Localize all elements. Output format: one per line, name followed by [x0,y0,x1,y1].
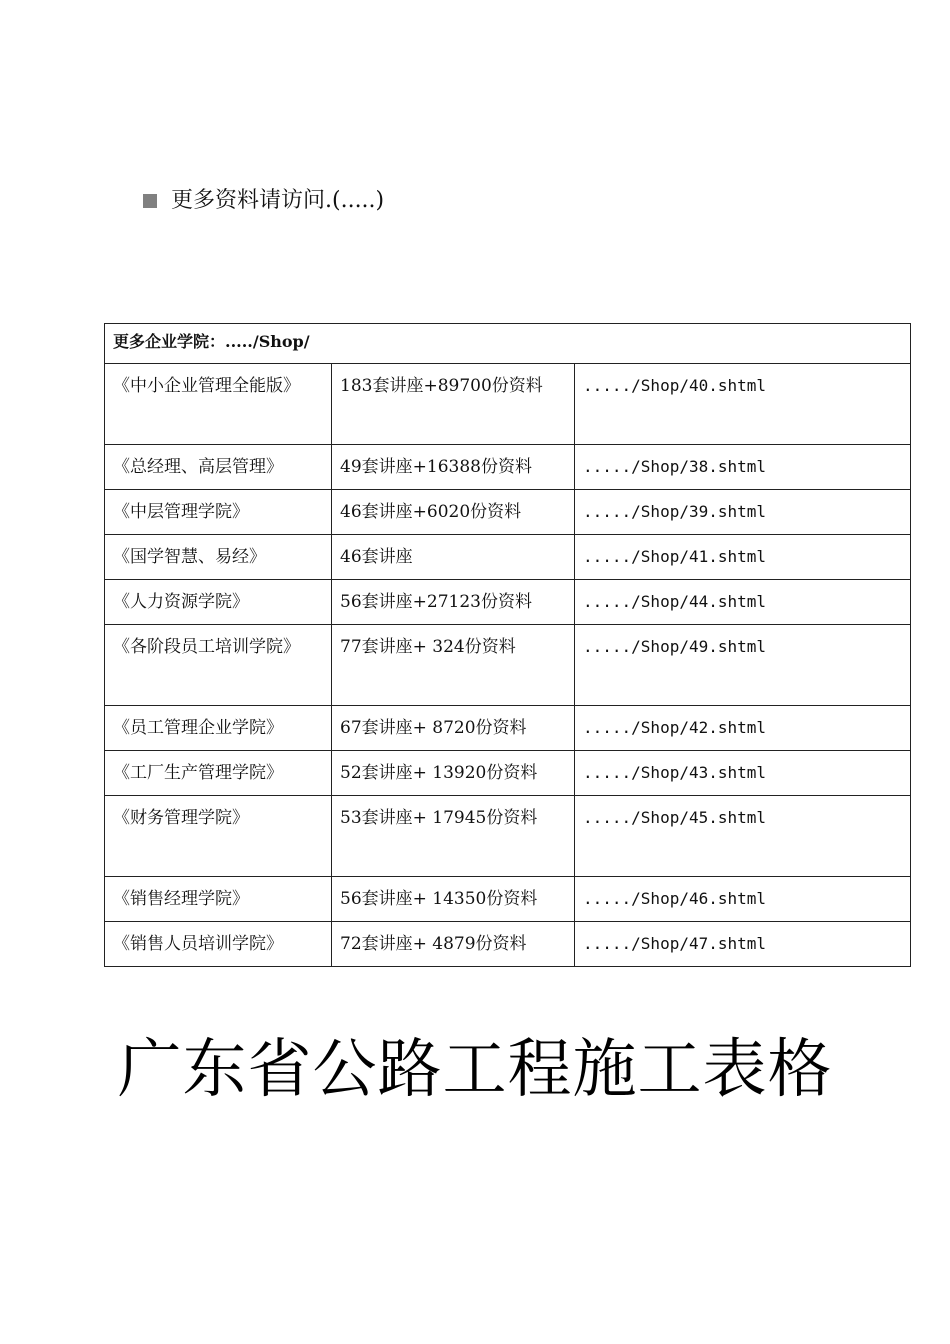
table-row [105,877,911,922]
intro-text: 更多资料请访问.(.....) [171,188,385,213]
course-count: 77套讲座+ 324份资料 [332,625,575,706]
course-url[interactable]: ...../Shop/42.shtml [575,706,911,751]
course-name: 《中层管理学院》 [105,490,332,535]
table-row [105,625,911,706]
course-name: 《销售经理学院》 [105,877,332,922]
course-url[interactable]: ...../Shop/41.shtml [575,535,911,580]
course-name: 《工厂生产管理学院》 [105,751,332,796]
course-name: 《销售人员培训学院》 [105,922,332,967]
course-count: 183套讲座+89700份资料 [332,364,575,445]
table-row [105,922,911,967]
course-name: 《财务管理学院》 [105,796,332,877]
table-row [105,364,911,445]
course-url[interactable]: ...../Shop/38.shtml [575,445,911,490]
course-name: 《员工管理企业学院》 [105,706,332,751]
table-row [105,796,911,877]
course-count: 67套讲座+ 8720份资料 [332,706,575,751]
document-title: 广东省公路工程施工表格 [117,1033,833,1107]
course-count: 56套讲座+ 14350份资料 [332,877,575,922]
table-row [105,490,911,535]
course-count: 53套讲座+ 17945份资料 [332,796,575,877]
course-url[interactable]: ...../Shop/49.shtml [575,625,911,706]
table-header: 更多企业学院：...../Shop/ [105,324,911,364]
course-count: 46套讲座 [332,535,575,580]
course-url[interactable]: ...../Shop/47.shtml [575,922,911,967]
table-row [105,445,911,490]
course-name: 《国学智慧、易经》 [105,535,332,580]
table-row [105,706,911,751]
course-count: 49套讲座+16388份资料 [332,445,575,490]
course-url[interactable]: ...../Shop/44.shtml [575,580,911,625]
course-count: 72套讲座+ 4879份资料 [332,922,575,967]
course-url[interactable]: ...../Shop/40.shtml [575,364,911,445]
course-count: 56套讲座+27123份资料 [332,580,575,625]
course-name: 《中小企业管理全能版》 [105,364,332,445]
course-url[interactable]: ...../Shop/46.shtml [575,877,911,922]
course-count: 52套讲座+ 13920份资料 [332,751,575,796]
table-row [105,535,911,580]
bullet-square-icon [143,194,157,208]
catalog-table [104,323,911,967]
intro-line [143,183,384,219]
course-count: 46套讲座+6020份资料 [332,490,575,535]
table-header-row [105,324,911,364]
course-name: 《各阶段员工培训学院》 [105,625,332,706]
course-name: 《人力资源学院》 [105,580,332,625]
table-row [105,751,911,796]
course-name: 《总经理、高层管理》 [105,445,332,490]
table-row [105,580,911,625]
course-url[interactable]: ...../Shop/43.shtml [575,751,911,796]
course-url[interactable]: ...../Shop/39.shtml [575,490,911,535]
course-url[interactable]: ...../Shop/45.shtml [575,796,911,877]
